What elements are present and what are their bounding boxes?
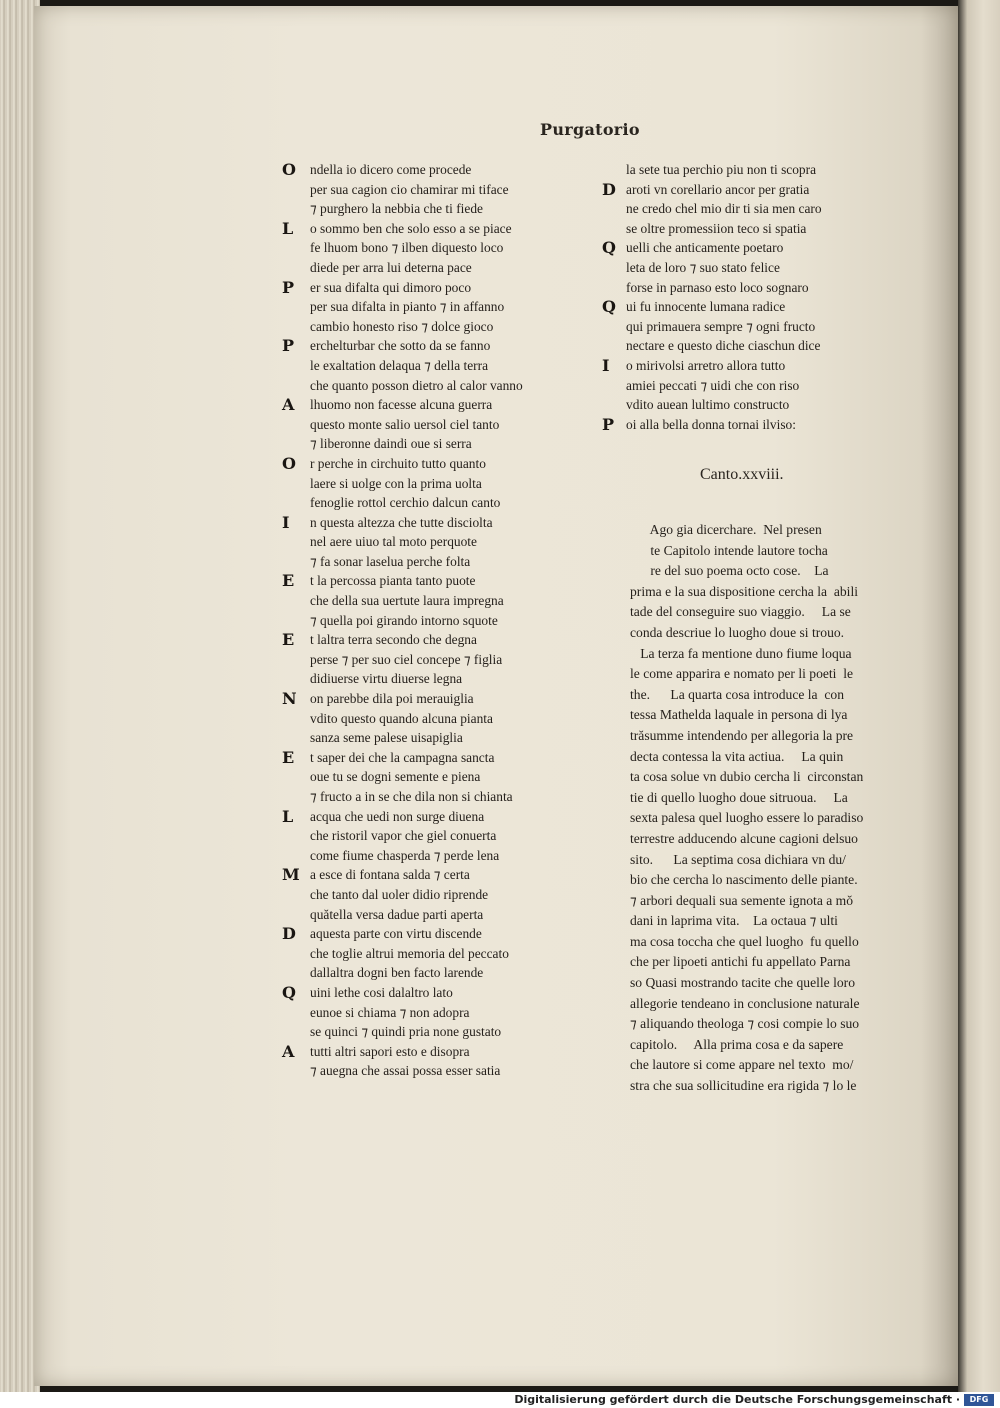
verse-text: oi alla bella donna tornai ilviso: — [626, 416, 796, 432]
verse-text: fe lhuom bono ⁊ ilben diquesto loco — [310, 240, 504, 256]
verse-line — [282, 532, 582, 552]
verse-text: le exaltation delaqua ⁊ della terra — [310, 357, 489, 373]
verse-line — [282, 493, 582, 513]
verse-column-left — [282, 160, 582, 1081]
verse-line — [282, 395, 582, 415]
initial-letter: O — [282, 453, 296, 473]
initial-letter: I — [282, 512, 290, 532]
canto-title: Canto.xxviii. — [700, 466, 784, 483]
verse-text: ⁊ auegna che assai possa esser satia — [310, 1063, 501, 1079]
verse-text: didiuerse virtu diuerse legna — [310, 671, 463, 687]
initial-letter: P — [282, 336, 295, 356]
verse-line — [596, 199, 896, 219]
commentary-line: tessa Mathelda laquale in persona di lya — [630, 707, 848, 723]
commentary-line: trăsumme intendendo per allegoria la pre — [630, 727, 854, 743]
verse-line — [596, 415, 896, 435]
commentary-line: terrestre adducendo alcune cagioni delsuo — [630, 830, 858, 846]
commentary-line: le come apparira e nomato per li poeti le — [630, 666, 854, 682]
verse-line — [282, 474, 582, 494]
commentary-line: sexta palesa quel luogho essere lo paradiso — [630, 810, 864, 826]
commentary-line: re del suo poema octo cose. La — [630, 563, 829, 579]
verse-text: che della sua uertute laura impregna — [310, 593, 504, 609]
verse-line — [282, 258, 582, 278]
verse-text: ⁊ liberonne daindi oue si serra — [310, 436, 472, 452]
initial-letter: D — [602, 179, 616, 199]
initial-letter: I — [602, 355, 610, 375]
initial-letter: N — [282, 689, 297, 709]
verse-text: che toglie altrui memoria del peccato — [310, 945, 509, 961]
verse-line — [282, 787, 582, 807]
verse-line — [282, 199, 582, 219]
verse-line — [282, 415, 582, 435]
commentary-line: ⁊ aliquando theologa ⁊ cosi compie lo suo — [630, 1016, 860, 1032]
verse-line — [282, 905, 582, 925]
verse-line — [282, 630, 582, 650]
running-title: Purgatorio — [540, 120, 640, 139]
verse-line — [282, 376, 582, 396]
initial-letter: M — [282, 865, 300, 885]
verse-text: ndella io dicero come procede — [310, 162, 472, 177]
commentary-line: tie di quello luogho doue sitruoua. La — [630, 789, 848, 805]
verse-text: o sommo ben che solo esso a se piace — [310, 220, 512, 236]
verse-text: eunoe si chiama ⁊ non adopra — [310, 1004, 470, 1020]
verse-text: t saper dei che la campagna sancta — [310, 749, 495, 765]
verse-text: che quanto posson dietro al calor vanno — [310, 377, 523, 393]
verse-line — [282, 963, 582, 983]
commentary-line: so Quasi mostrando tacite che quelle loro — [630, 975, 855, 991]
verse-text: ⁊ fa sonar laselua perche folta — [310, 553, 471, 569]
verse-text: lhuomo non facesse alcuna guerra — [310, 397, 493, 413]
verse-text: la sete tua perchio piu non ti scopra — [626, 162, 817, 177]
commentary-line: bio che cercha lo nascimento delle piante. — [630, 872, 858, 888]
verse-line — [596, 297, 896, 317]
verse-text: a esce di fontana salda ⁊ certa — [310, 867, 470, 883]
verse-line — [282, 571, 582, 591]
verse-text: per sua difalta in pianto ⁊ in affanno — [310, 299, 505, 315]
commentary-line: ⁊ arbori dequali sua semente ignota a mŏ — [630, 892, 854, 908]
verse-line — [596, 395, 896, 415]
verse-text: vdito questo quando alcuna pianta — [310, 710, 493, 726]
commentary-line: che per lipoeti antichi fu appellato Parna — [630, 954, 851, 970]
commentary-line: sito. La septima cosa dichiara vn du/ — [630, 851, 846, 867]
verse-line — [282, 1042, 582, 1062]
verse-line — [282, 709, 582, 729]
initial-letter: E — [282, 571, 295, 591]
verse-line — [282, 317, 582, 337]
initial-letter: Q — [282, 982, 296, 1002]
verse-text: questo monte salio uersol ciel tanto — [310, 416, 500, 432]
verse-text: uini lethe cosi dalaltro lato — [310, 984, 453, 1000]
verse-line — [282, 885, 582, 905]
verse-text: tutti altri sapori esto e disopra — [310, 1043, 470, 1059]
verse-line — [282, 513, 582, 533]
verse-text: ui fu innocente lumana radice — [626, 299, 786, 315]
verse-line — [282, 591, 582, 611]
commentary-line: the. La quarta cosa introduce la con — [630, 686, 845, 702]
commentary-line: capitolo. Alla prima cosa e da sapere — [630, 1036, 844, 1052]
verse-text: t laltra terra secondo che degna — [310, 632, 477, 648]
commentary-block — [630, 520, 895, 1097]
verse-line — [282, 728, 582, 748]
verse-line — [596, 180, 896, 200]
verse-text: come fiume chasperda ⁊ perde lena — [310, 847, 500, 863]
initial-letter: A — [282, 395, 295, 415]
verse-text: on parebbe dila poi merauiglia — [310, 691, 474, 707]
verse-text: laere si uolge con la prima uolta — [310, 475, 482, 491]
verse-line — [282, 1022, 582, 1042]
verse-text: quătella versa dadue parti aperta — [310, 906, 484, 922]
verse-line — [282, 689, 582, 709]
verse-text: sanza seme palese uisapiglia — [310, 730, 463, 746]
verse-text: perse ⁊ per suo ciel concepe ⁊ figlia — [310, 651, 503, 667]
verse-text: cambio honesto riso ⁊ dolce gioco — [310, 318, 494, 334]
verse-line — [282, 1003, 582, 1023]
initial-letter: E — [282, 630, 295, 650]
verse-text: erchelturbar che sotto da se fanno — [310, 338, 491, 354]
initial-letter: E — [282, 747, 295, 767]
verse-line — [596, 317, 896, 337]
verse-text: diede per arra lui deterna pace — [310, 259, 472, 275]
initial-letter: O — [282, 160, 296, 179]
verse-line — [596, 376, 896, 396]
verse-line — [282, 865, 582, 885]
verse-text: ⁊ quella poi girando intorno squote — [310, 612, 498, 628]
commentary-line: tade del conseguire suo viaggio. La se — [630, 604, 851, 620]
verse-text: nectare e questo diche ciaschun dice — [626, 338, 821, 354]
commentary-line: ma cosa toccha che quel luogho fu quello — [630, 933, 859, 949]
verse-line — [282, 983, 582, 1003]
verse-text: uelli che anticamente poetaro — [626, 240, 784, 256]
verse-line — [282, 434, 582, 454]
verse-text: ⁊ purghero la nebbia che ti fiede — [310, 201, 483, 217]
verse-line — [596, 356, 896, 376]
verse-text: fenoglie rottol cerchio dalcun canto — [310, 495, 501, 511]
initial-letter: P — [282, 277, 295, 297]
initial-letter: L — [282, 218, 294, 238]
verse-text: ne credo chel mio dir ti sia men caro — [626, 201, 822, 217]
verse-text: er sua difalta qui dimoro poco — [310, 279, 472, 295]
verse-text: aquesta parte con virtu discende — [310, 926, 482, 942]
verse-column-right — [596, 160, 896, 434]
commentary-line: ta cosa solue vn dubio cercha li circonstan — [630, 769, 864, 785]
verse-line — [596, 258, 896, 278]
verse-line — [282, 238, 582, 258]
verse-text: nel aere uiuo tal moto perquote — [310, 534, 477, 550]
initial-letter: Q — [602, 297, 616, 317]
verse-line — [282, 180, 582, 200]
verse-line — [596, 219, 896, 239]
verse-text: vdito auean lultimo constructo — [626, 397, 790, 413]
verse-line — [282, 278, 582, 298]
dfg-logo[interactable]: DFG — [964, 1394, 994, 1406]
commentary-line: stra che sua sollicitudine era rigida ⁊ lo le — [630, 1078, 857, 1094]
verse-text: n questa altezza che tutte disciolta — [310, 514, 493, 530]
initial-letter: L — [282, 806, 294, 826]
verse-text: leta de loro ⁊ suo stato felice — [626, 259, 780, 275]
verse-text: o mirivolsi arretro allora tutto — [626, 357, 786, 373]
verse-text: t la percossa pianta tanto puote — [310, 573, 476, 589]
verse-text: che tanto dal uoler didio riprende — [310, 886, 489, 902]
verse-line — [282, 924, 582, 944]
verse-line — [282, 826, 582, 846]
verse-line — [282, 611, 582, 631]
verse-line — [282, 669, 582, 689]
footer-bar — [0, 1392, 1000, 1408]
verse-line — [282, 160, 582, 180]
verse-text: se quinci ⁊ quindi pria none gustato — [310, 1024, 502, 1040]
commentary-line: decta contessa la vita actiua. La quin — [630, 748, 844, 764]
verse-line — [596, 160, 896, 180]
verse-line — [282, 356, 582, 376]
verse-line — [282, 336, 582, 356]
verse-line — [282, 807, 582, 827]
funding-note: Digitalisierung gefördert durch die Deutsche Forschungsgemeinschaft · — [514, 1393, 960, 1406]
verse-text: qui primauera sempre ⁊ ogni fructo — [626, 318, 816, 334]
verse-line — [282, 297, 582, 317]
verse-line — [596, 278, 896, 298]
facing-page-edge — [958, 0, 1000, 1392]
verse-line — [282, 650, 582, 670]
verse-line — [596, 336, 896, 356]
verse-text: forse in parnaso esto loco sognaro — [626, 279, 809, 295]
commentary-line: Ago gia dicerchare. Nel presen — [630, 522, 822, 537]
verse-line — [282, 767, 582, 787]
verse-text: dallaltra dogni ben facto larende — [310, 965, 484, 981]
verse-text: oue tu se dogni semente e piena — [310, 769, 481, 785]
initial-letter: Q — [602, 238, 616, 258]
commentary-line: La terza fa mentione duno fiume loqua — [630, 645, 852, 661]
verse-line — [282, 748, 582, 768]
initial-letter: D — [282, 924, 296, 944]
commentary-line: allegorie tendeano in conclusione naturale — [630, 995, 860, 1011]
initial-letter: A — [282, 1041, 295, 1061]
commentary-line: conda descriue lo luogho doue si trouo. — [630, 624, 845, 640]
verse-text: per sua cagion cio chamirar mi tiface — [310, 181, 509, 197]
commentary-line: te Capitolo intende lautore tocha — [630, 542, 828, 558]
verse-text: aroti vn corellario ancor per gratia — [626, 181, 810, 197]
verse-line — [282, 846, 582, 866]
initial-letter: P — [602, 414, 615, 434]
verse-text: ⁊ fructo a in se che dila non si chianta — [310, 789, 513, 804]
verse-line — [282, 1061, 582, 1081]
verse-text: che ristoril vapor che giel conuerta — [310, 828, 497, 844]
commentary-line: prima e la sua dispositione cercha la abili — [630, 583, 858, 599]
verse-text: se oltre promessiion teco si spatia — [626, 220, 807, 236]
commentary-line: che lautore si come appare nel texto mo/ — [630, 1057, 854, 1073]
verse-text: r perche in circhuito tutto quanto — [310, 455, 486, 471]
verse-line — [282, 552, 582, 572]
verse-text: acqua che uedi non surge diuena — [310, 808, 485, 824]
verse-line — [596, 238, 896, 258]
commentary-line: dani in laprima vita. La octaua ⁊ ulti — [630, 913, 838, 929]
verse-line — [282, 454, 582, 474]
verse-text: amiei peccati ⁊ uidi che con riso — [626, 377, 800, 393]
verse-line — [282, 219, 582, 239]
verse-line — [282, 944, 582, 964]
